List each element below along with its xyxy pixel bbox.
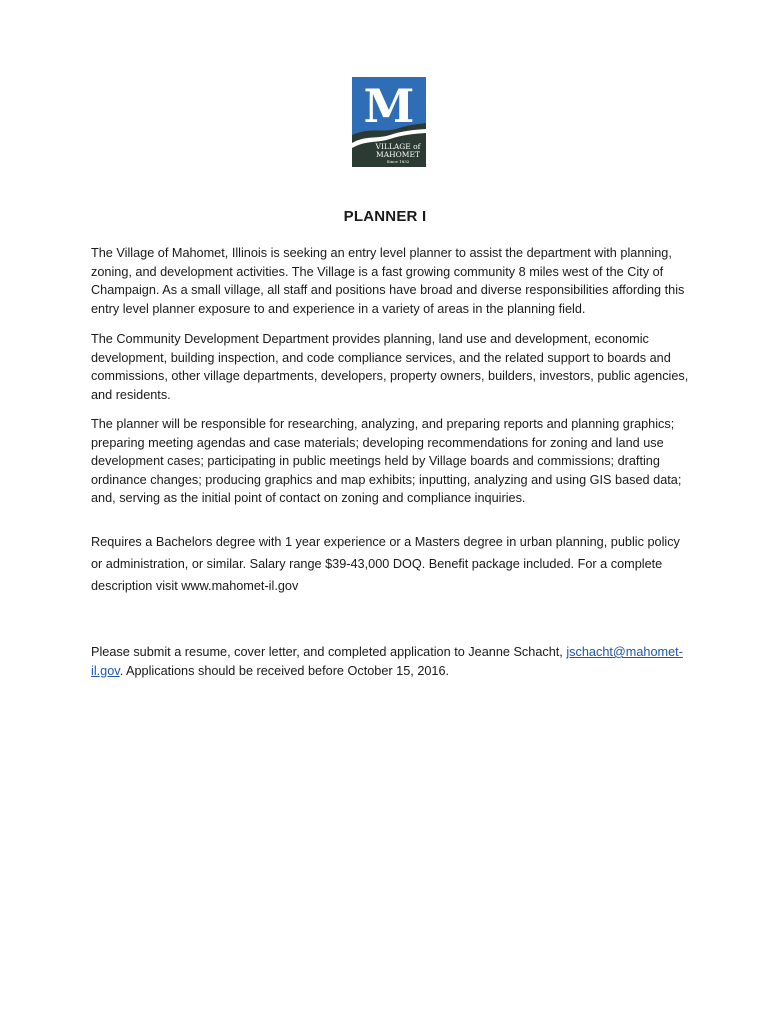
application-text-start: Please submit a resume, cover letter, and completed application to Jeanne Schacht, — [91, 645, 567, 659]
logo-line3: Since 1832 — [386, 159, 410, 164]
intro-paragraph: The Village of Mahomet, Illinois is seeking an entry level planner to assist the department with planning, zoning, and development activities. The Village is a fast growing community 8 miles west of the City of Champaign. As a small village, all staff and positions have broad and diverse responsibilities affording this entry level planner exposure to and experience in a variety of areas in the planning field. — [91, 246, 685, 316]
logo-line2: MAHOMET — [376, 150, 420, 159]
village-logo-graphic — [352, 77, 426, 167]
department-paragraph: The Community Development Department provides planning, land use and development, economic development, building inspection, and code compliance services, and the related support to boards and commissions, other village departments, developers, property owners, builders, investors, public agencies, and residents. — [91, 332, 689, 402]
logo-line1: VILLAGE of — [375, 142, 421, 151]
page-title: PLANNER I — [343, 208, 427, 225]
application-paragraph — [91, 643, 691, 680]
application-text-end: . Applications should be received before October 15, 2016. — [119, 663, 450, 678]
contact-email-link[interactable]: jschacht@mahomet-il.gov — [91, 645, 683, 678]
village-logo — [352, 77, 426, 167]
requirements-paragraph: Requires a Bachelors degree with 1 year experience or a Masters degree in urban planning, public policy or administration, or similar. Salary range $39-43,000 DOQ. Benefit package included. For a complete description visit www.mahomet-il.gov — [91, 535, 680, 593]
responsibilities-paragraph: The planner will be responsible for researching, analyzing, and preparing reports and planning graphics; preparing meeting agendas and case materials; developing recommendations for zoning and land use development cases; participating in public meetings held by Village boards and commissions; drafting ordinance changes; producing graphics and map exhibits; inputting, analyzing and using GIS based data; and, serving as the initial point of contact on zoning and compliance inquiries. — [91, 417, 682, 506]
logo-letter: M — [363, 79, 415, 133]
